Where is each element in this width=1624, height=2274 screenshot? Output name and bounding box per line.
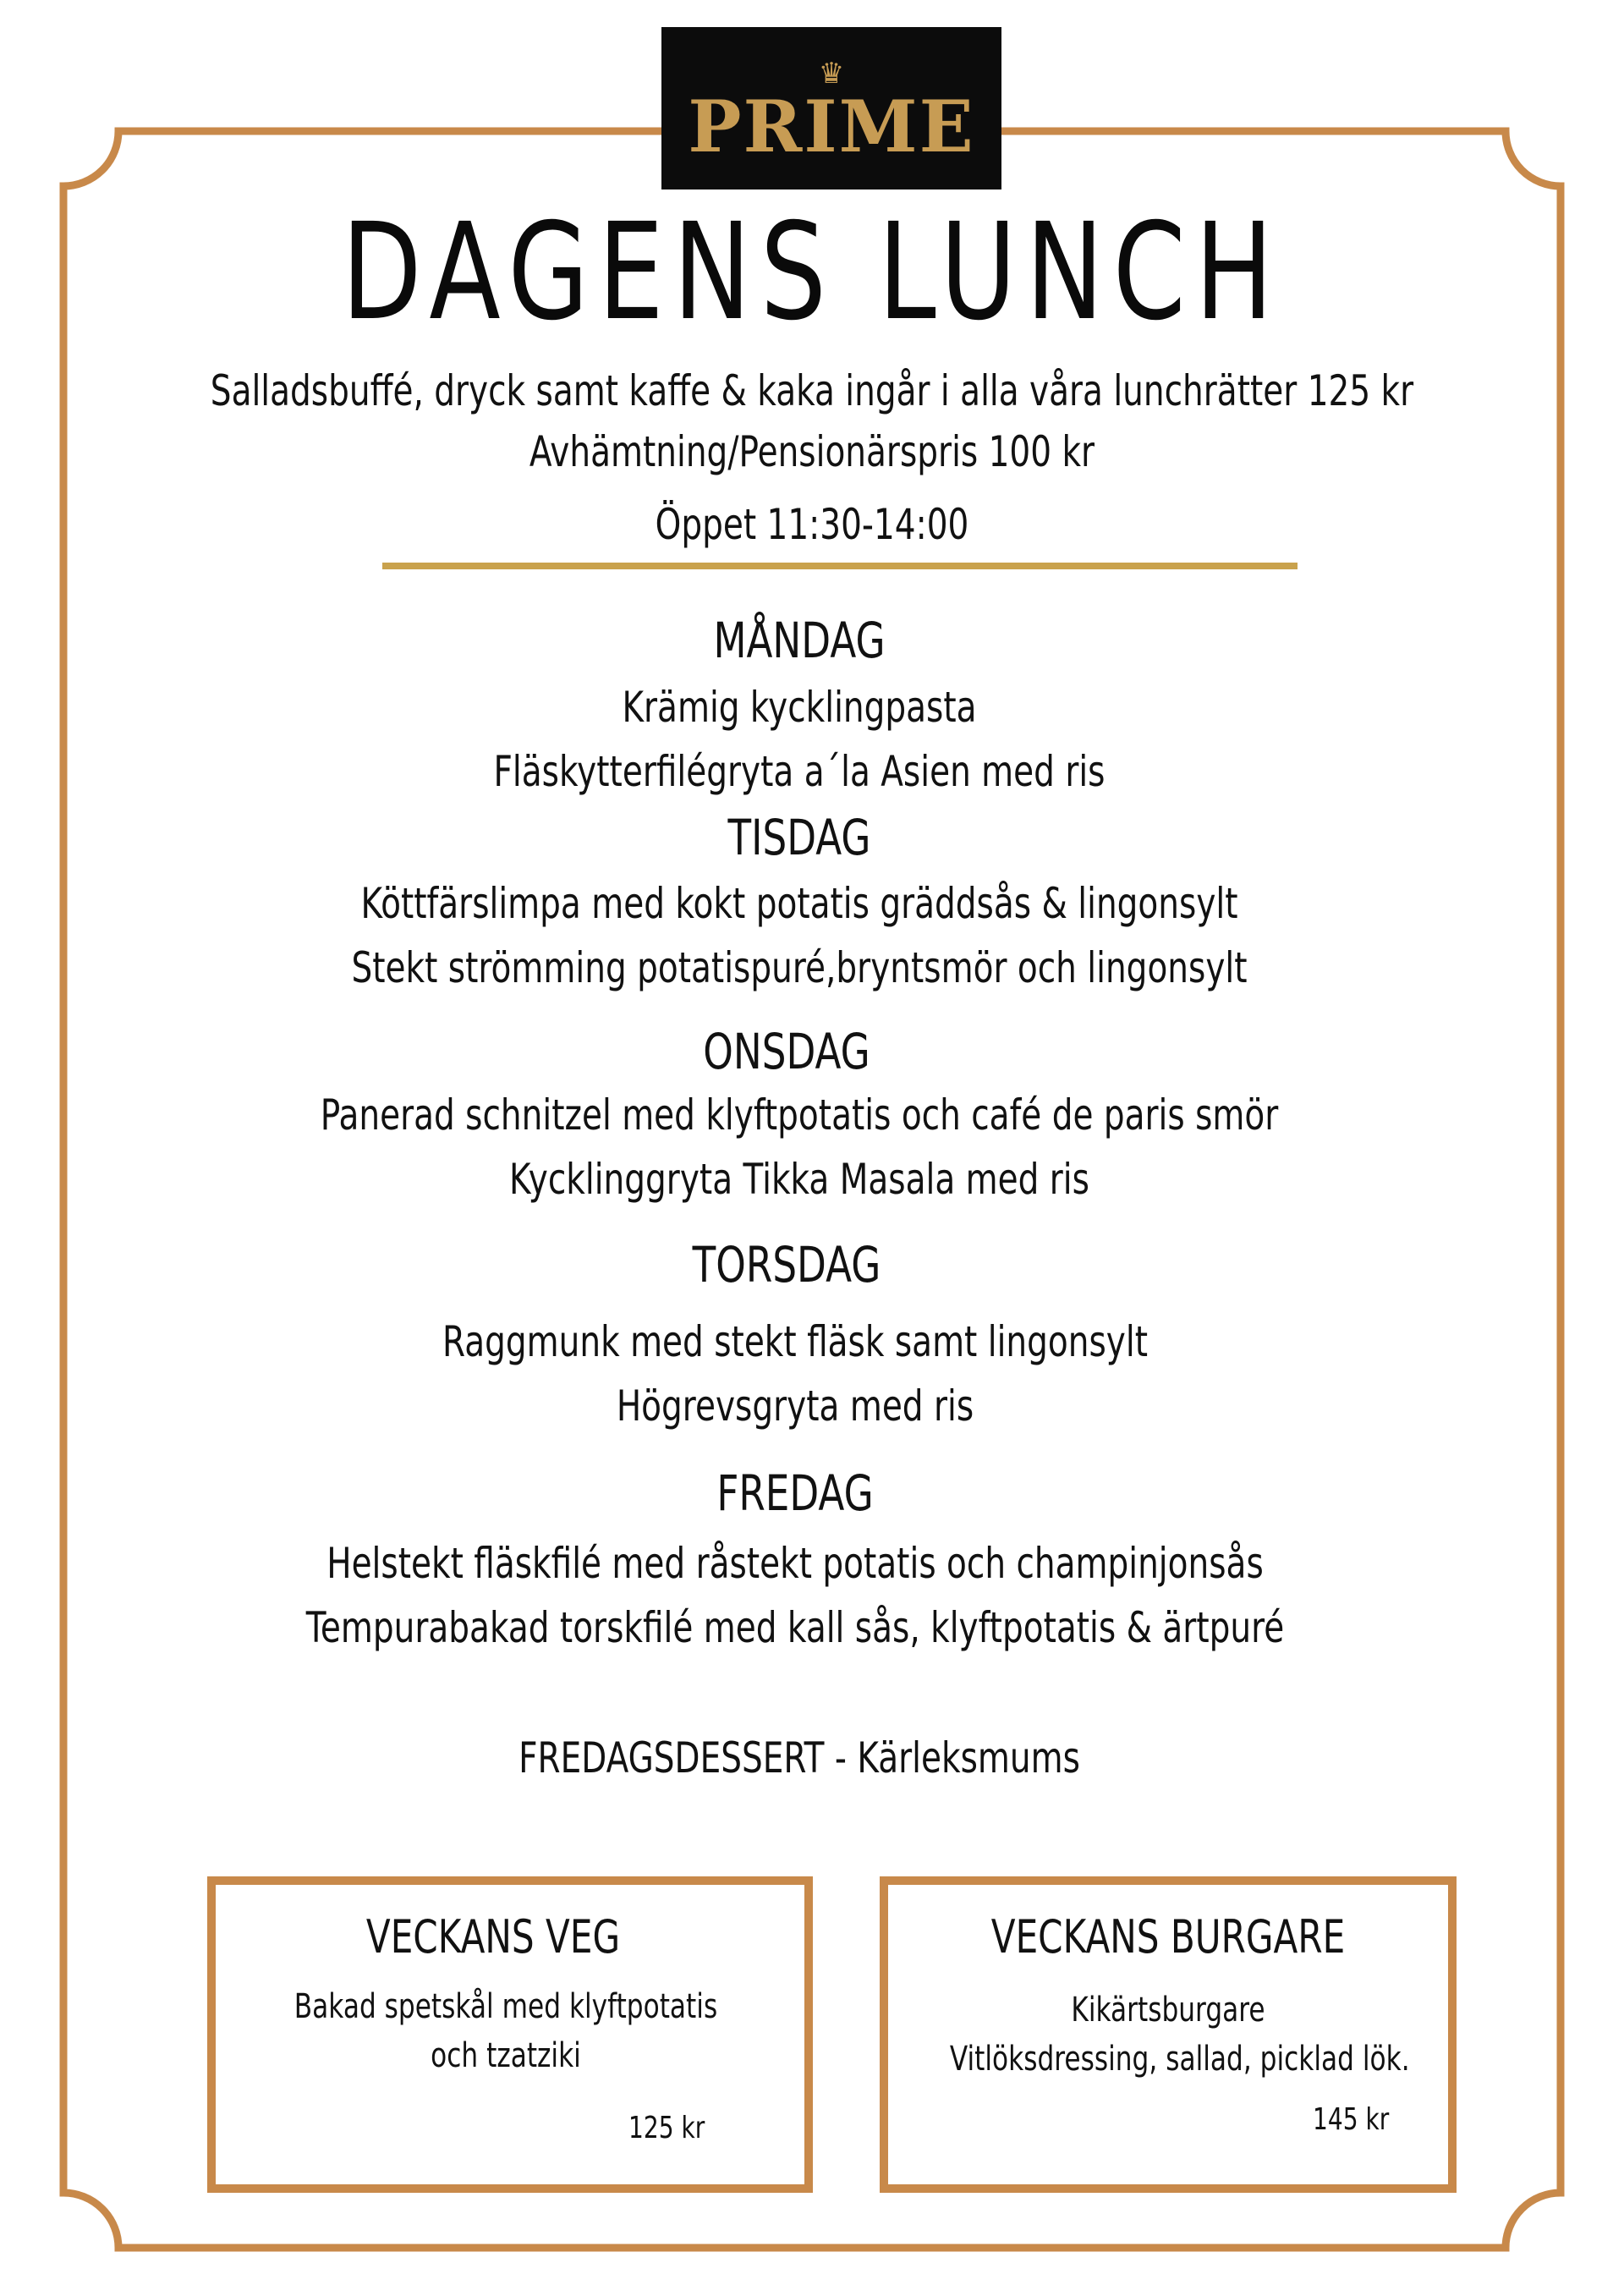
logo-text: PRIME xyxy=(688,85,975,168)
divider-rule xyxy=(382,563,1298,569)
weekly-burger-price: 145 kr xyxy=(1313,2102,1390,2137)
dish-tuesday-2: Stekt strömming potatispuré,bryntsmör och lingonsylt xyxy=(351,943,1248,992)
weekly-burger-title: VECKANS BURGARE xyxy=(990,1910,1346,1964)
day-heading-friday: FREDAG xyxy=(716,1464,874,1522)
weekly-burger-line-1: Kikärtsburgare xyxy=(1071,1991,1265,2030)
dish-wednesday-2: Kycklinggryta Tikka Masala med ris xyxy=(509,1155,1089,1204)
dish-monday-2: Fläskytterfilégryta a´la Asien med ris xyxy=(493,747,1106,796)
page-title: DAGENS LUNCH xyxy=(341,195,1283,350)
weekly-veg-price: 125 kr xyxy=(628,2111,705,2145)
dish-thursday-2: Högrevsgryta med ris xyxy=(616,1381,974,1431)
friday-dessert: FREDAGSDESSERT - Kärleksmums xyxy=(518,1733,1080,1782)
day-heading-thursday: TORSDAG xyxy=(692,1236,881,1294)
weekly-veg-line-2: och tzatziki xyxy=(431,2036,581,2075)
prime-logo xyxy=(661,27,1001,190)
dish-wednesday-1: Panerad schnitzel med klyftpotatis och café de paris smör xyxy=(320,1090,1279,1140)
intro-line-takeaway: Avhämtning/Pensionärspris 100 kr xyxy=(529,427,1095,476)
intro-line-hours: Öppet 11:30-14:00 xyxy=(655,500,969,549)
day-heading-tuesday: TISDAG xyxy=(727,809,871,866)
weekly-veg-box xyxy=(207,1876,813,2193)
dish-thursday-1: Raggmunk med stekt fläsk samt lingonsylt xyxy=(442,1317,1148,1366)
dish-monday-1: Krämig kycklingpasta xyxy=(622,683,977,732)
day-heading-monday: MÅNDAG xyxy=(713,612,886,669)
weekly-veg-line-1: Bakad spetskål med klyftpotatis xyxy=(294,1987,718,2026)
day-heading-wednesday: ONSDAG xyxy=(703,1023,870,1080)
dish-friday-2: Tempurabakad torskfilé med kall sås, klyftpotatis & ärtpuré xyxy=(305,1603,1285,1652)
crown-icon: ♛ xyxy=(818,57,845,91)
intro-line-price: Salladsbuffé, dryck samt kaffe & kaka ingår i alla våra lunchrätter 125 kr xyxy=(210,366,1414,415)
weekly-burger-box xyxy=(880,1876,1457,2193)
dish-friday-1: Helstekt fläskfilé med råstekt potatis och champinjonsås xyxy=(326,1539,1264,1588)
weekly-veg-title: VECKANS VEG xyxy=(365,1910,621,1964)
weekly-burger-line-2: Vitlöksdressing, sallad, picklad lök. xyxy=(949,2040,1410,2079)
dish-tuesday-1: Köttfärslimpa med kokt potatis gräddsås & lingonsylt xyxy=(360,879,1238,928)
